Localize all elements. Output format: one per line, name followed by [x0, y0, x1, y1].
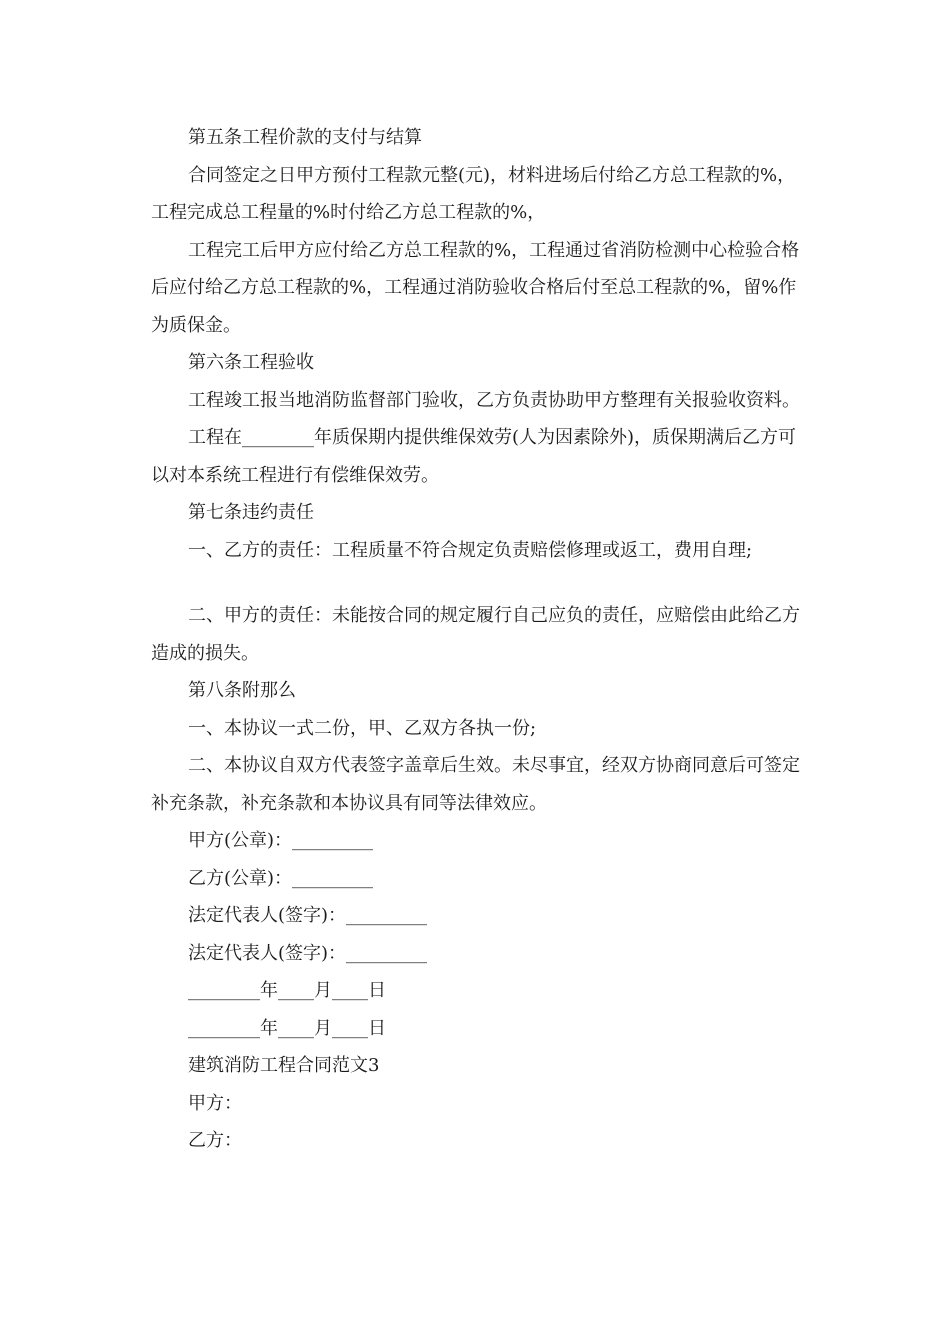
- signature-party-a-seal: 甲方(公章)：_________: [188, 830, 374, 851]
- signature-date-a: ________年____月____日: [188, 980, 386, 1001]
- next-contract-party-b: 乙方：: [188, 1130, 242, 1151]
- signature-party-b-seal: 乙方(公章)：_________: [188, 867, 374, 889]
- liability-clause-party-a: 二、甲方的责任：未能按合同的规定履行自己应负的责任，应赔偿由此给乙方造成的损失。: [151, 605, 800, 664]
- payment-clause-2: 工程完工后甲方应付给乙方总工程款的%，工程通过省消防检测中心检验合格后应付给乙方总工程款的%，工程通过消防验收合格后付至总工程款的%，留%作为质保金。: [151, 239, 800, 336]
- payment-clause-1: 合同签定之日甲方预付工程款元整(元)，材料进场后付给乙方总工程款的%，工程完成总工程量的%时付给乙方总工程款的%，: [151, 164, 796, 223]
- section-heading-payment: 第五条工程价款的支付与结算: [188, 127, 422, 148]
- section-heading-acceptance: 第六条工程验收: [188, 352, 314, 373]
- acceptance-clause-1: 工程竣工报当地消防监督部门验收，乙方负责协助甲方整理有关报验收资料。: [188, 389, 800, 411]
- section-heading-liability: 第七条违约责任: [188, 502, 314, 523]
- signature-legal-rep-a: 法定代表人(签字)：_________: [188, 905, 428, 926]
- signature-date-b: ________年____月____日: [188, 1017, 386, 1039]
- next-contract-party-a: 甲方：: [188, 1092, 242, 1114]
- supplementary-clause-2: 二、本协议自双方代表签字盖章后生效。未尽事宜，经双方协商同意后可签定补充条款，补充条款和本协议具有同等法律效应。: [151, 755, 800, 814]
- signature-legal-rep-b: 法定代表人(签字)：_________: [188, 942, 428, 964]
- liability-clause-party-b: 一、乙方的责任：工程质量不符合规定负责赔偿修理或返工，费用自理;: [188, 539, 753, 561]
- acceptance-clause-2: 工程在________年质保期内提供维保效劳(人为因素除外)，质保期满后乙方可以对本系统工程进行有偿维保效劳。: [151, 427, 797, 486]
- supplementary-clause-1: 一、本协议一式二份，甲、乙双方各执一份;: [188, 717, 537, 739]
- section-heading-supplementary: 第八条附那么: [188, 680, 296, 701]
- paragraph-gap: [151, 569, 801, 597]
- next-contract-title: 建筑消防工程合同范文3: [188, 1055, 380, 1076]
- document-body: [151, 119, 801, 1160]
